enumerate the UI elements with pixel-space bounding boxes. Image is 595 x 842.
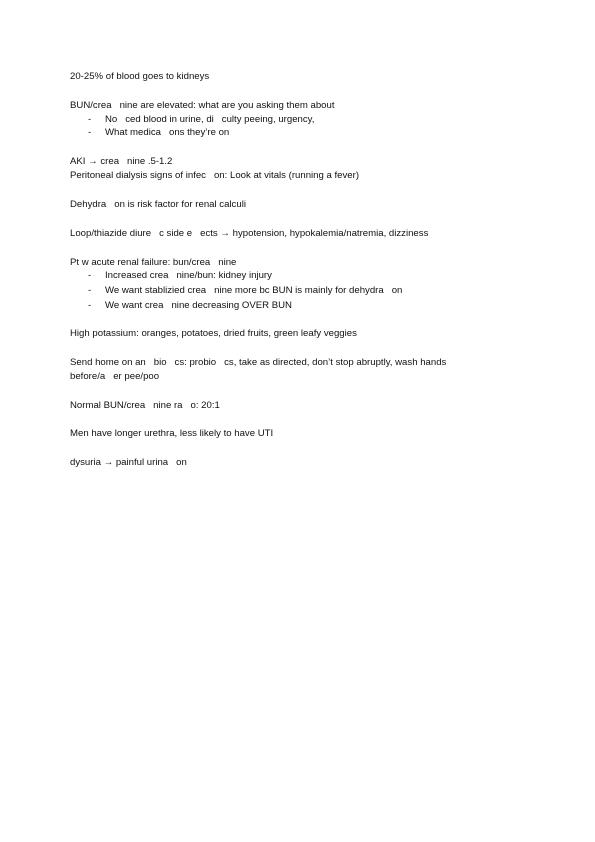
note-line: Normal BUN/crea nine ra o: 20:1 bbox=[70, 400, 220, 411]
bullet-marker: - bbox=[88, 285, 92, 296]
note-line: before/a er pee/poo bbox=[70, 371, 160, 382]
bullet-marker: - bbox=[88, 114, 92, 125]
note-line: Peritoneal dialysis signs of infec on: Look at vitals (running a fever) bbox=[70, 170, 360, 181]
bullet-marker: - bbox=[88, 270, 92, 281]
note-line: High potassium: oranges, potatoes, dried fruits, green leafy veggies bbox=[70, 328, 357, 339]
bullet-item: What medica ons they’re on bbox=[105, 127, 230, 138]
bullet-item: No ced blood in urine, di culty peeing, urgency, bbox=[105, 114, 315, 125]
bullet-item: We want stablizied crea nine more bc BUN is mainly for dehydra on bbox=[105, 285, 403, 296]
bullet-item: Increased crea nine/bun: kidney injury bbox=[105, 270, 272, 281]
bullet-item: We want crea nine decreasing OVER BUN bbox=[105, 300, 292, 311]
note-line: Loop/thiazide diure c side e ects → hypotension, hypokalemia/natremia, dizziness bbox=[70, 228, 429, 239]
note-line: Men have longer urethra, less likely to have UTI bbox=[70, 428, 274, 439]
note-line: Dehydra on is risk factor for renal calculi bbox=[70, 199, 246, 210]
note-line: dysuria → painful urina on bbox=[70, 457, 187, 468]
note-line: Pt w acute renal failure: bun/crea nine bbox=[70, 257, 237, 268]
bullet-marker: - bbox=[88, 300, 92, 311]
note-line: BUN/crea nine are elevated: what are you asking them about bbox=[70, 100, 335, 111]
bullet-marker: - bbox=[88, 127, 92, 138]
note-line: AKI → crea nine .5-1.2 bbox=[70, 156, 173, 167]
note-line: 20-25% of blood goes to kidneys bbox=[70, 71, 210, 82]
note-line: Send home on an bio cs: probio cs, take as directed, don’t stop abruptly, wash hands bbox=[70, 357, 447, 368]
